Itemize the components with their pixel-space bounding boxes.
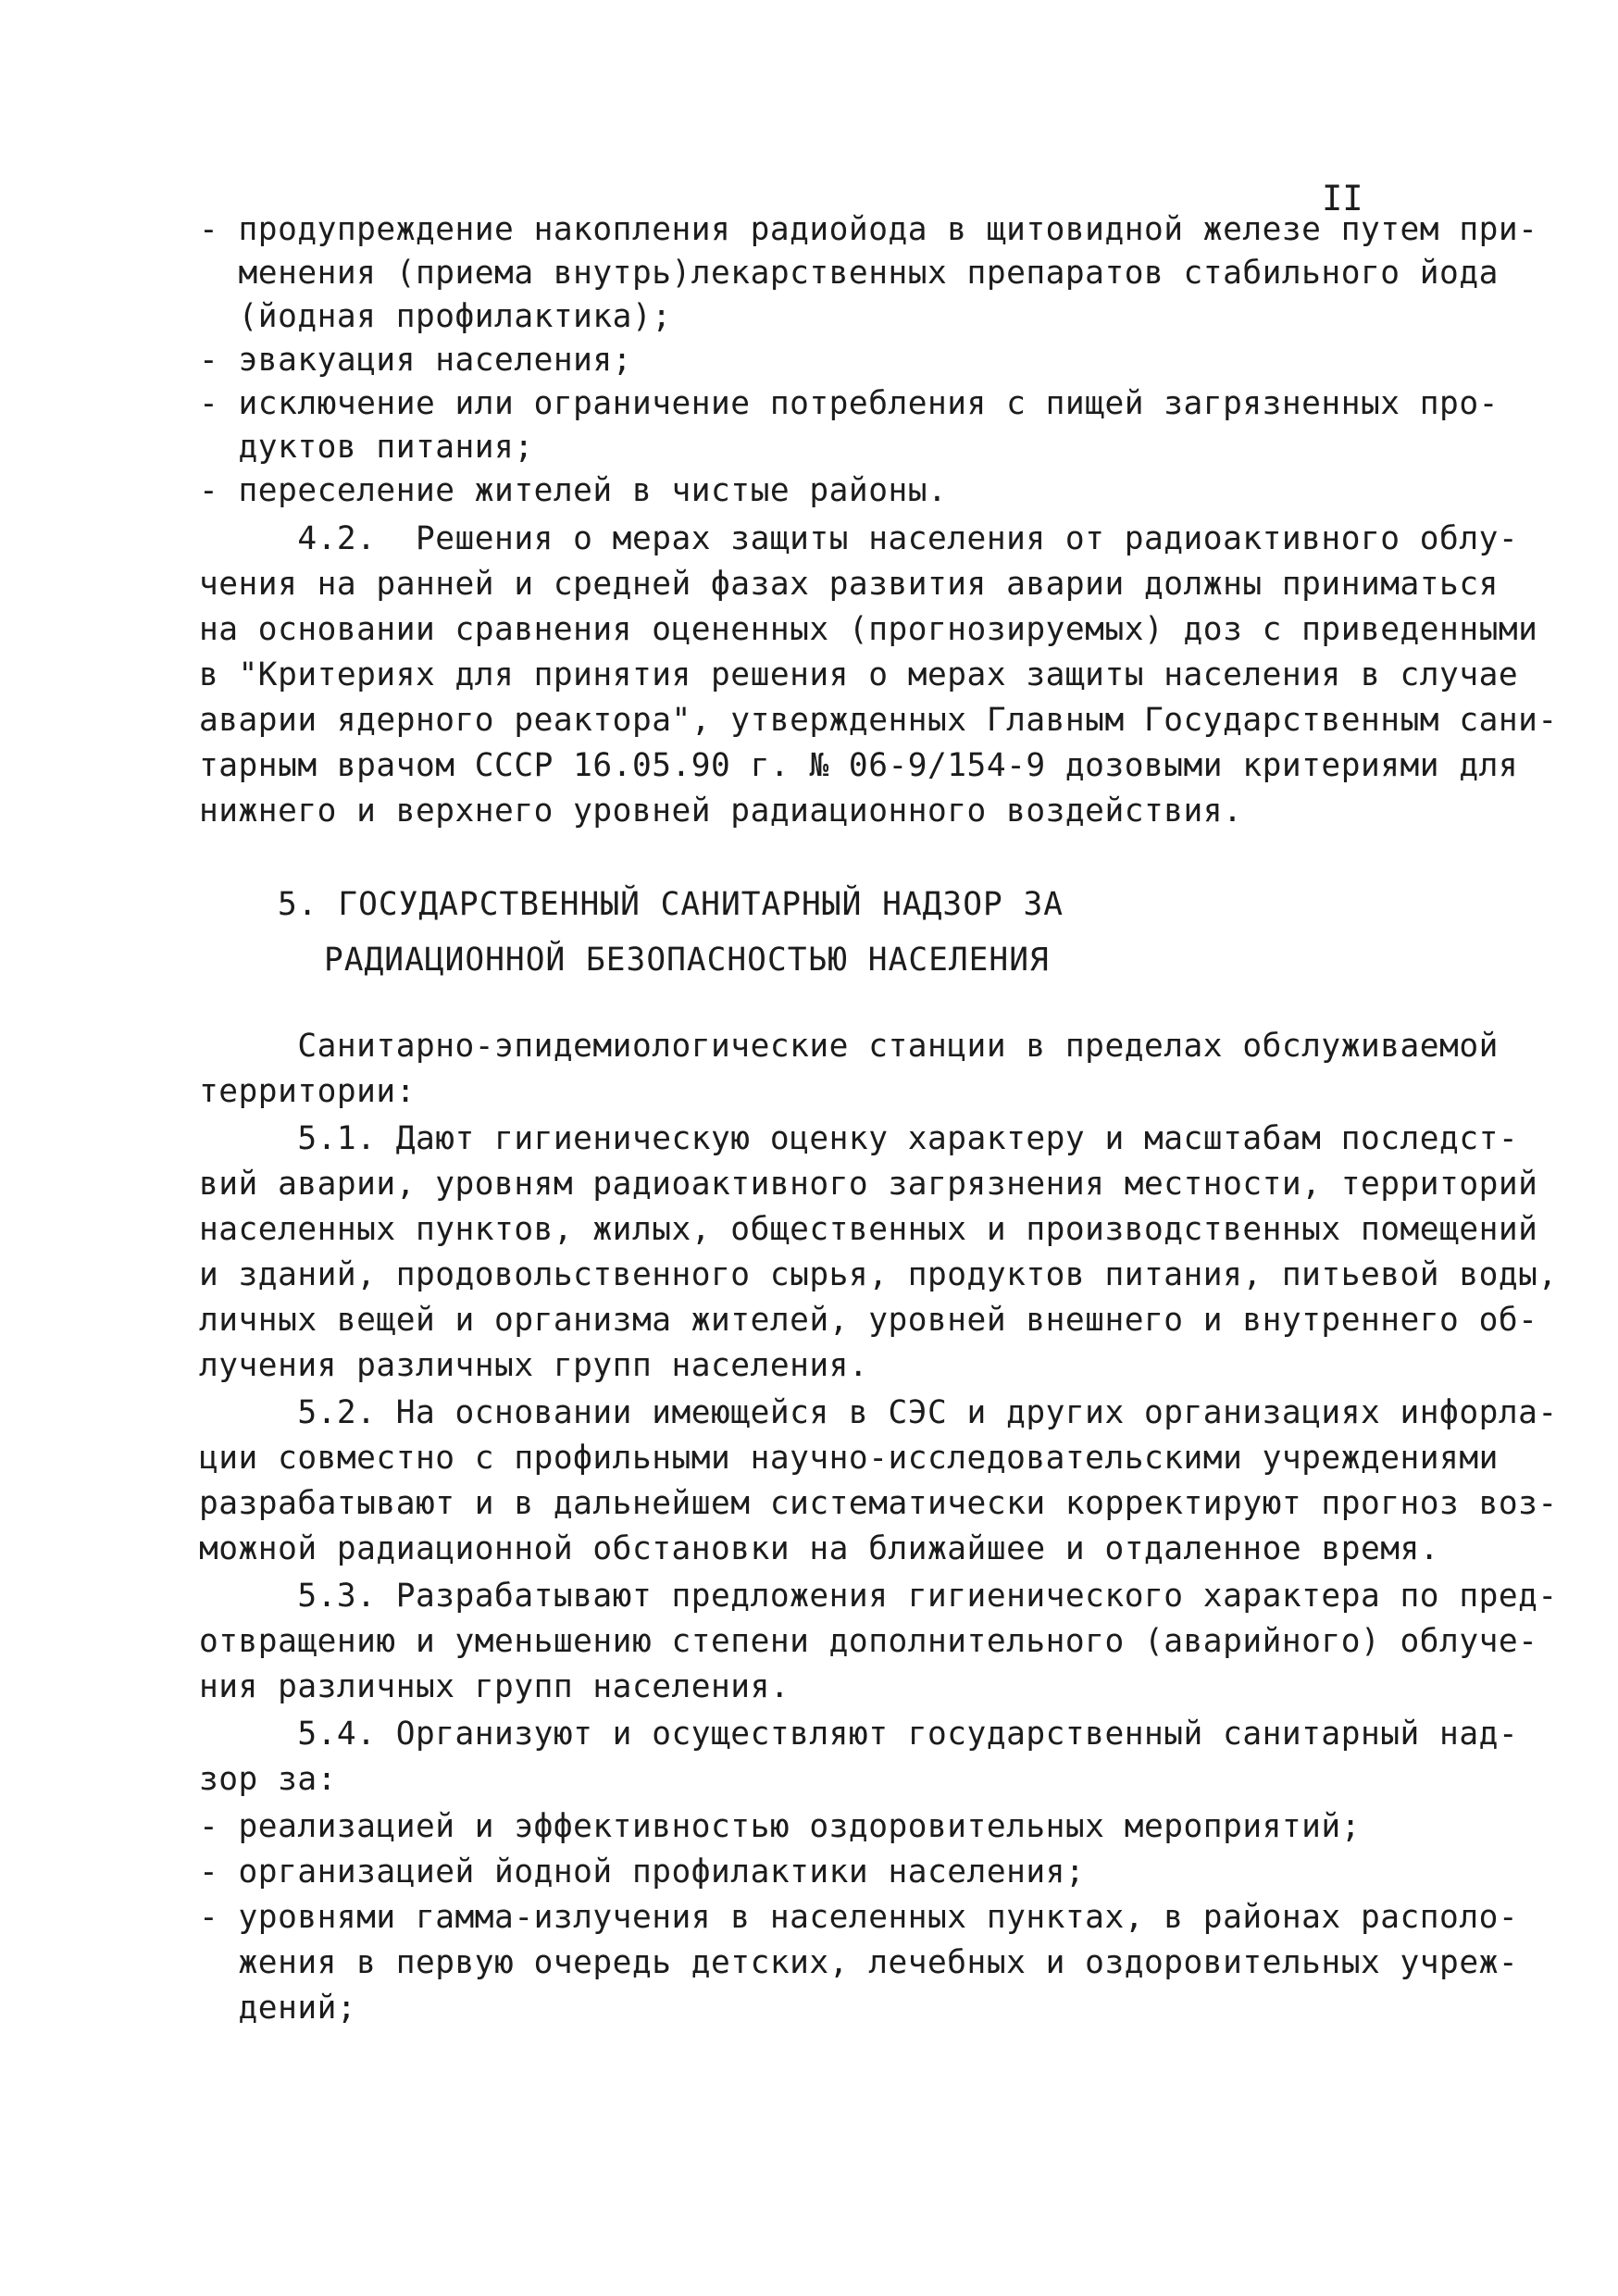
text-line: разрабатывают и в дальнейшем систематически корректируют прогноз воз- [199, 1485, 1558, 1522]
text-line: 5.4. Организуют и осуществляют государственный санитарный над- [199, 1716, 1519, 1753]
text-line: 5.3. Разрабатывают предложения гигиенического характера по пред- [199, 1578, 1558, 1615]
text-line: личных вещей и организма жителей, уровней внешнего и внутреннего об- [199, 1302, 1538, 1339]
page-number: II [1322, 179, 1363, 218]
text-line: Санитарно-эпидемиологические станции в пределах обслуживаемой [199, 1028, 1499, 1065]
text-line: нижнего и верхнего уровней радиационного воздействия. [199, 792, 1243, 830]
list-item: - организацией йодной профилактики населения; [199, 1853, 1086, 1890]
text-line: 5.1. Дают гигиеническую оценку характеру и масштабам последст- [199, 1120, 1519, 1157]
text-line: отвращению и уменьшению степени дополнительного (аварийного) облуче- [199, 1623, 1538, 1660]
text-line: можной радиационной обстановки на ближайшее и отдаленное время. [199, 1530, 1440, 1567]
text-line: ции совместно с профильными научно-исследовательскими учреждениями [199, 1440, 1499, 1477]
text-line: населенных пунктов, жилых, общественных и производственных помещений [199, 1211, 1538, 1248]
text-line: дуктов питания; [199, 429, 534, 466]
text-line: дений; [199, 1990, 357, 2027]
list-item: - реализацией и эффективностью оздоровительных мероприятий; [199, 1808, 1361, 1845]
text-line: жения в первую очередь детских, лечебных и оздоровительных учреж- [199, 1944, 1519, 1981]
text-line: аварии ядерного реактора", утвержденных Главным Государственным сани- [199, 702, 1558, 739]
text-line: ния различных групп населения. [199, 1668, 790, 1705]
text-line: тарным врачом СССР 16.05.90 г. № 06-9/154-9 дозовыми критериями для [199, 747, 1519, 784]
text-line: - эвакуация населения; [199, 342, 632, 379]
text-line: чения на ранней и средней фазах развития аварии должны приниматься [199, 566, 1499, 603]
text-line: (йодная профилактика); [199, 298, 672, 335]
text-line: и зданий, продовольственного сырья, продуктов питания, питьевой воды, [199, 1256, 1558, 1293]
text-line: на основании сравнения оцененных (прогнозируемых) доз с приведенными [199, 611, 1538, 648]
section-title: 5. ГОСУДАРСТВЕННЫЙ САНИТАРНЫЙ НАДЗОР ЗА [278, 886, 1064, 923]
text-line: лучения различных групп населения. [199, 1347, 869, 1384]
text-line: 5.2. На основании имеющейся в СЭС и других организациях инфорла- [199, 1394, 1558, 1431]
text-line: в "Критериях для принятия решения о мерах защиты населения в случае [199, 656, 1519, 693]
section-title-continued: РАДИАЦИОННОЙ БЕЗОПАСНОСТЬЮ НАСЕЛЕНИЯ [324, 942, 1050, 979]
text-line: зор за: [199, 1761, 337, 1798]
text-line: менения (приема внутрь)лекарственных препаратов стабильного йода [199, 255, 1499, 292]
text-line: - продупреждение накопления радиойода в щитовидной железе путем при- [199, 211, 1538, 248]
list-item: - уровнями гамма-излучения в населенных пунктах, в районах располо- [199, 1899, 1519, 1936]
text-line: территории: [199, 1073, 416, 1110]
text-line: вий аварии, уровням радиоактивного загрязнения местности, территорий [199, 1166, 1538, 1203]
text-line: - переселение жителей в чистые районы. [199, 472, 948, 509]
text-line: 4.2. Решения о мерах защиты населения от радиоактивного облу- [199, 520, 1519, 557]
text-line: - исключение или ограничение потребления с пищей загрязненных про- [199, 385, 1499, 422]
